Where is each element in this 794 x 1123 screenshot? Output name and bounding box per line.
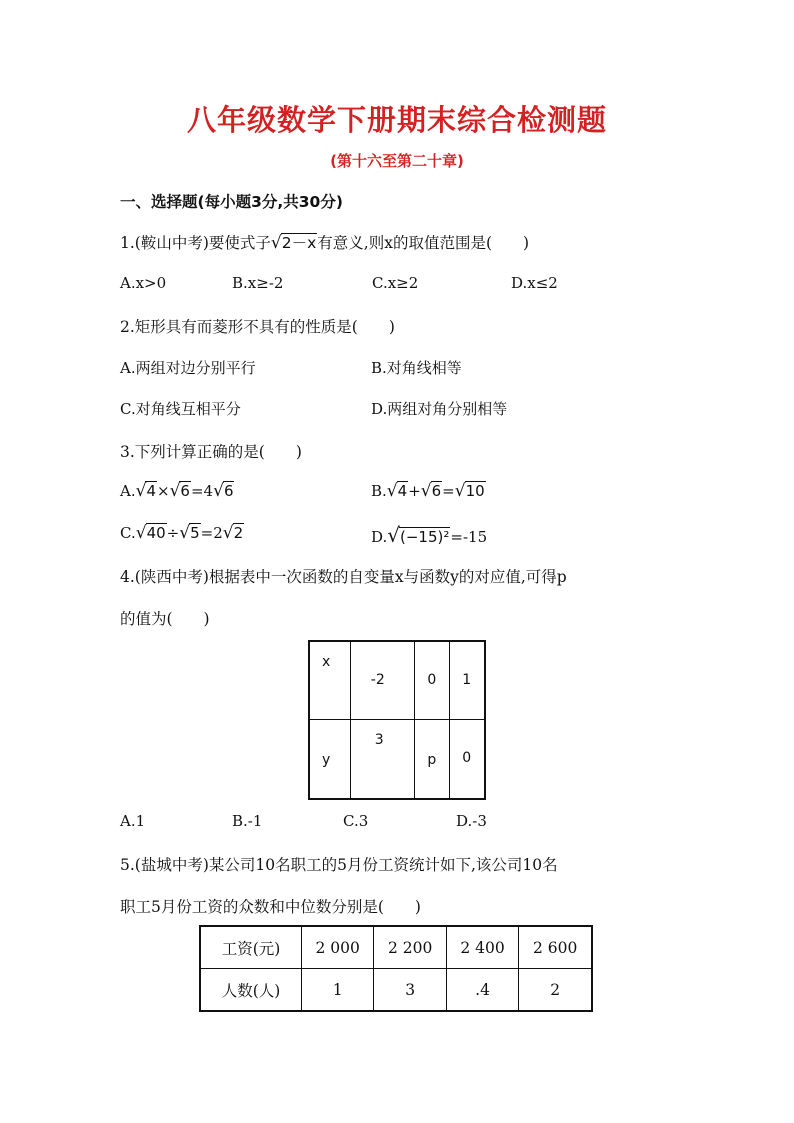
q3-option-c: [120, 523, 244, 543]
question-5-line-2: 职工5月份工资的众数和中位数分别是( ): [120, 898, 421, 916]
operator: ÷: [166, 524, 180, 542]
table-cell: [415, 719, 450, 799]
option-label: D.: [371, 528, 388, 546]
table-cell: 2 000: [302, 926, 374, 969]
sqrt-expression: √5: [179, 523, 200, 543]
salary-table: [199, 925, 593, 1012]
sqrt-expression: √40: [135, 523, 166, 543]
q1-option-c: C.x≥2: [372, 274, 419, 292]
question-3: 3.下列计算正确的是( ): [120, 443, 302, 461]
q3-option-b: [371, 481, 486, 501]
function-value-table: [308, 640, 486, 800]
q1-option-b: B.x≥-2: [232, 274, 284, 292]
table-cell: 2 200: [374, 926, 446, 969]
question-1: [120, 231, 529, 253]
option-label: C.: [120, 524, 136, 542]
radicand: 6: [223, 482, 234, 500]
operator: +: [408, 482, 421, 500]
radicand: 5: [190, 524, 200, 542]
q4-option-c: C.3: [343, 812, 369, 830]
table-cell: 1: [302, 969, 374, 1012]
table-cell: [350, 641, 415, 719]
table-row: [309, 641, 485, 719]
q4-option-b: B.-1: [232, 812, 263, 830]
table-row: [200, 969, 592, 1012]
radicand: 6: [180, 482, 190, 500]
cell-text: -2: [370, 672, 385, 688]
sqrt-expression: √4: [386, 481, 408, 501]
cell-text: 0: [462, 749, 472, 766]
cell-text: p: [427, 751, 437, 768]
radicand: (−15)²: [400, 528, 450, 546]
sqrt-expression: √6: [420, 481, 442, 501]
equals: =: [442, 482, 455, 500]
radicand: 2: [233, 524, 244, 542]
equals: =-15: [450, 528, 488, 546]
table-cell: 人数(人): [200, 969, 302, 1012]
cell-text: x: [322, 654, 331, 670]
table-cell: .4: [446, 969, 518, 1012]
q1-option-d: D.x≤2: [511, 274, 558, 292]
option-label: A.: [120, 482, 136, 500]
table-cell: 2 600: [519, 926, 592, 969]
radicand: 40: [146, 524, 166, 542]
table-header-row: [200, 926, 592, 969]
q4-option-a: A.1: [120, 812, 146, 830]
question-5-line-1: 5.(盐城中考)某公司10名职工的5月份工资统计如下,该公司10名: [120, 856, 558, 874]
radicand: 4: [397, 482, 408, 500]
sqrt-expression: √(−15)²: [387, 523, 450, 547]
cell-text: 3: [374, 731, 384, 748]
q3-option-d: [371, 523, 487, 547]
cell-text: y: [322, 751, 331, 768]
sqrt-expression: √4: [135, 481, 156, 501]
q4-option-d: D.-3: [456, 812, 487, 830]
table-cell: [350, 719, 415, 799]
sqrt-expression: √6: [169, 481, 190, 501]
table-cell: [450, 641, 485, 719]
sqrt-expression: √6: [213, 481, 234, 501]
table-cell: 工资(元): [200, 926, 302, 969]
question-2: 2.矩形具有而菱形不具有的性质是( ): [120, 318, 395, 336]
radicand: 2－x: [281, 234, 317, 252]
option-label: B.: [371, 482, 387, 500]
sqrt-expression: √10: [454, 481, 485, 501]
table-cell: 2 400: [446, 926, 518, 969]
table-cell: [309, 641, 350, 719]
equals: =2: [200, 524, 223, 542]
table-cell: 3: [374, 969, 446, 1012]
sqrt-expression: √2: [222, 523, 244, 543]
equals: =4: [190, 482, 214, 500]
table-cell: [309, 719, 350, 799]
question-4-line-2: 的值为( ): [120, 610, 210, 628]
page-title: 八年级数学下册期末综合检测题: [186, 103, 607, 137]
q2-option-a: A.两组对边分别平行: [120, 359, 256, 377]
table-cell: 2: [519, 969, 592, 1012]
question-4-line-1: 4.(陕西中考)根据表中一次函数的自变量x与函数y的对应值,可得p: [120, 568, 567, 586]
q1-option-a: A.x>0: [120, 274, 167, 292]
radicand: 6: [431, 482, 442, 500]
operator: ×: [157, 482, 170, 500]
q3-option-a: [120, 481, 234, 501]
cell-text: 0: [427, 672, 437, 688]
radicand: 4: [146, 482, 156, 500]
q2-option-c: C.对角线互相平分: [120, 400, 241, 418]
radicand: 10: [465, 482, 485, 500]
sqrt-expression: √2－x: [270, 233, 317, 253]
table-cell: [450, 719, 485, 799]
section-heading: 一、选择题(每小题3分,共30分): [120, 193, 343, 211]
q2-option-d: D.两组对角分别相等: [371, 400, 508, 418]
page-subtitle: (第十六至第二十章): [330, 152, 464, 170]
table-cell: [415, 641, 450, 719]
question-1-suffix: 有意义,则x的取值范围是( ): [317, 234, 530, 252]
question-1-prefix: 1.(鞍山中考)要使式子: [120, 234, 271, 252]
cell-text: 1: [462, 672, 472, 688]
table-row: [309, 719, 485, 799]
q2-option-b: B.对角线相等: [371, 359, 462, 377]
